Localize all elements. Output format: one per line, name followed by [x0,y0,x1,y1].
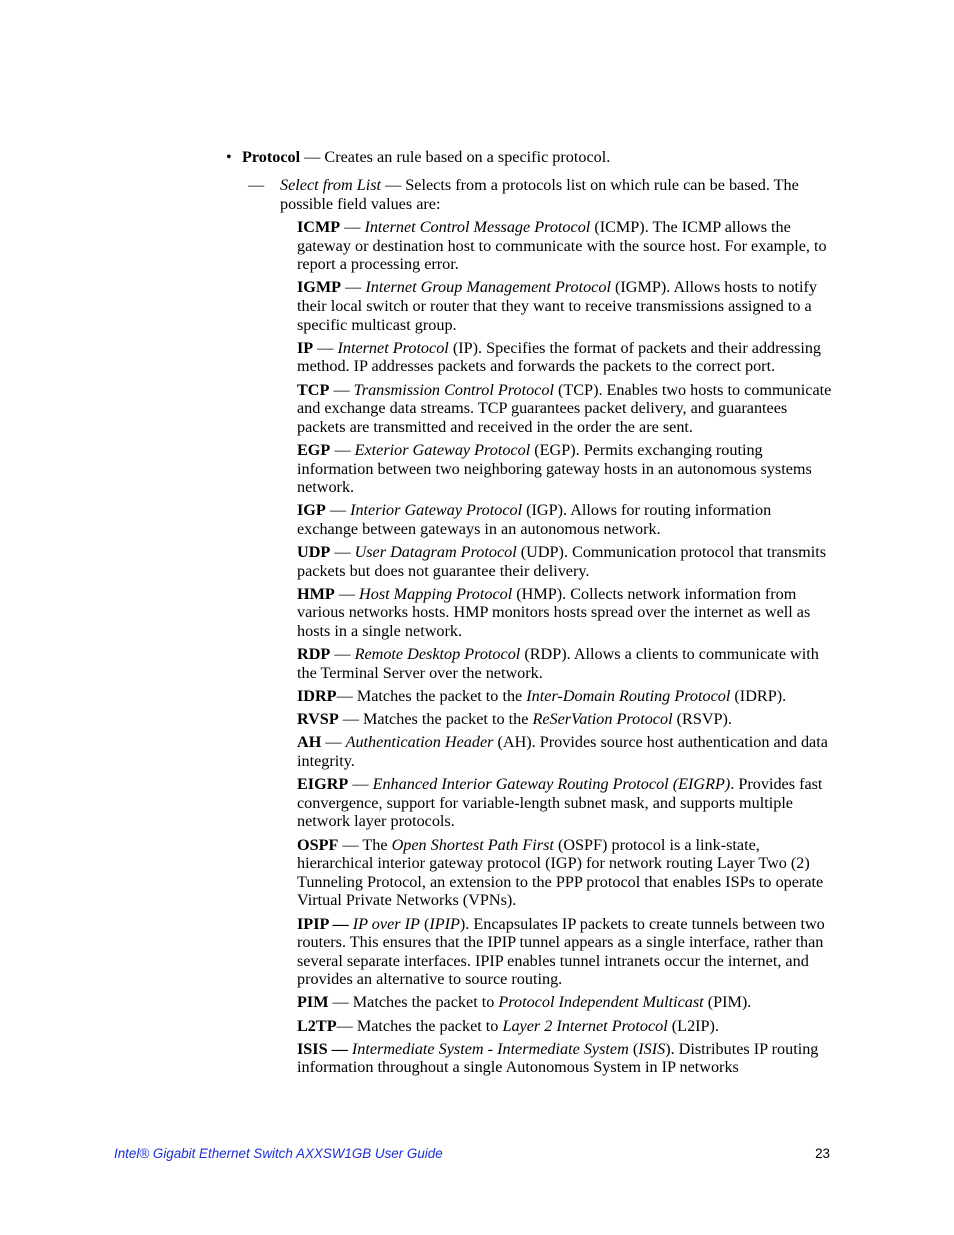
protocol-entry-name: EIGRP [297,775,349,794]
protocol-entry-name: IPIP — [297,914,349,933]
protocol-entry-separator: — The [338,835,392,854]
protocol-entry-description: (L2IP). [667,1016,719,1035]
footer-guide-title: Intel® Gigabit Ethernet Switch AXXSW1GB User Guide [114,1146,443,1161]
protocol-entry-separator: — [329,380,354,399]
protocol-entry-fullname: Internet Group Management Protocol [365,278,611,297]
protocol-entry [297,993,832,1012]
protocol-entry [297,915,832,989]
select-from-list-term: Select from List [280,176,382,194]
protocol-values-list [297,218,832,1082]
protocol-entry [297,1017,832,1036]
protocol-entry-fullname: Internet Control Message Protocol [364,218,591,236]
protocol-entry-description: (IP). Specifies the format of packets and their addressing method. IP addresses packets and forwards the packets to the correct port. [297,338,822,376]
protocol-entry [297,278,832,334]
protocol-entry-fullname: Open Shortest Path First [391,835,554,854]
protocol-entry-separator: — [325,501,351,520]
protocol-entry-description-rest: ). Distributes IP routing information throughout a single Autonomous System in IP networks [297,1039,819,1077]
protocol-entry-description: (OSPF) protocol is a link-state, hierarchical interior gateway protocol (IGP) for network routing Layer Two (2) Tunneling Protocol, an extension to the PPP protocol that enables ISPs to operate Virtual Private Networks (VPNs). [297,835,824,910]
select-from-list-text [280,176,838,213]
protocol-entry-name: RVSP [297,710,339,729]
protocol-entry-description: (UDP). Communication protocol that transmits packets but does not guarantee their delivery. [297,543,827,580]
protocol-entry-name: IDRP [297,687,337,705]
protocol-entry-description: (PIM). [703,993,752,1012]
protocol-entry [297,339,832,376]
protocol-entry-description: (RDP). Allows a clients to communicate with the Terminal Server over the network. [297,645,819,682]
protocol-entry-fullname: User Datagram Protocol [354,543,517,562]
protocol-entry-description: (RSVP). [672,710,732,729]
protocol-entry-separator: — Matches the packet to [336,1016,503,1035]
protocol-entry-name: OSPF [297,835,339,854]
protocol-entry-description: (ICMP). The ICMP allows the gateway or destination host to communicate with the source host. For example, to report a processing error. [297,218,827,274]
protocol-entry-fullname: ReSerVation Protocol [532,710,673,729]
protocol-entry [297,501,832,538]
protocol-entry-separator: — [313,338,338,357]
protocol-entry-fullname: Internet Protocol [337,338,449,357]
protocol-entry-description: (IGMP). Allows hosts to notify their local switch or router that they want to receive transmissions assigned to a specific multicast group. [297,278,817,334]
protocol-entry-separator: — [321,733,346,752]
protocol-entry [297,218,832,274]
protocol-entry-separator: — [340,218,365,236]
protocol-entry-name: IGP [297,501,326,520]
protocol-entry-description: . Provides fast convergence, support for variable-length subnet mask, and supports multiple network layer protocols. [297,775,823,831]
protocol-entry-name: L2TP [297,1016,337,1035]
protocol-entry-fullname: Host Mapping Protocol [359,584,513,603]
protocol-entry-description: (IGP). Allows for routing information exchange between gateways in an autonomous network. [297,501,772,538]
protocol-entry-fullname: Intermediate System - Intermediate System [351,1039,629,1058]
protocol-entry [297,1040,832,1077]
protocol-entry-separator: — [330,440,355,459]
protocol-entry [297,543,832,580]
protocol-entry-separator: — [330,543,355,562]
protocol-entry-separator: — [334,584,360,603]
protocol-entry-fullname: Authentication Header [345,733,494,752]
protocol-entry-name: UDP [297,543,331,562]
protocol-entry-name: IGMP [297,278,342,297]
protocol-description: — Creates an rule based on a specific protocol. [300,148,611,166]
protocol-entry-name: HMP [297,584,335,603]
protocol-entry-fullname: Protocol Independent Multicast [498,993,704,1012]
protocol-entry-name: TCP [297,380,330,399]
select-from-list-item [248,176,838,213]
protocol-entry-fullname: Inter-Domain Routing Protocol [526,687,731,705]
protocol-entry-name: ISIS — [297,1039,348,1058]
protocol-entry-fullname: Layer 2 Internet Protocol [502,1016,668,1035]
protocol-entry [297,710,832,729]
select-from-list-description: — Selects from a protocols list on which rule can be based. The possible field values are: [280,176,799,213]
footer-page-number: 23 [815,1146,830,1161]
protocol-entry [297,836,832,910]
protocol-entry [297,733,832,770]
protocol-entry [297,441,832,497]
protocol-entry [297,645,832,682]
protocol-entry-fullname: Transmission Control Protocol [353,380,554,399]
protocol-entry-abbrev: ISIS [638,1039,666,1058]
protocol-entry-name: EGP [297,440,331,459]
protocol-entry-name: PIM [297,993,329,1012]
protocol-entry-description: ( [419,914,430,933]
protocol-entry-fullname: Interior Gateway Protocol [350,501,523,520]
protocol-entry-separator: — [330,645,355,664]
protocol-entry-separator: — Matches the packet to the [338,710,533,729]
protocol-entry [297,585,832,641]
protocol-bullet [226,148,836,167]
protocol-entry-name: ICMP [297,218,341,236]
protocol-entry-separator: — [348,775,373,794]
protocol-entry-fullname: IP over IP [352,914,420,933]
protocol-entry-separator: — Matches the packet to the [336,687,527,705]
dash-marker: — [248,176,265,194]
protocol-entry-name: IP [297,338,314,357]
protocol-entry-description-rest: ). Encapsulates IP packets to create tunnels between two routers. This ensures that the IPIP tunnel appears as a single interface, rather than several separate interfaces. IPIP enables tunnel intranets occur the internet, and provides an alternative to source routing. [297,914,825,989]
protocol-entry-description: (HMP). Collects network information from various networks hosts. HMP monitors hosts spread over the internet as well as hosts in a single network. [297,584,811,641]
protocol-entry-fullname: Enhanced Interior Gateway Routing Protocol (EIGRP) [372,775,731,794]
protocol-entry-separator: — [341,278,366,297]
protocol-entry [297,381,832,437]
protocol-entry-separator: — Matches the packet to [328,993,499,1012]
protocol-entry [297,687,832,706]
protocol-term: Protocol [242,148,301,166]
bullet-icon: • [226,148,232,166]
protocol-entry-description: ( [628,1039,639,1058]
protocol-entry-abbrev: IPIP [429,914,460,933]
protocol-entry-name: AH [297,733,322,752]
protocol-entry-fullname: Remote Desktop Protocol [354,645,521,664]
protocol-entry-name: RDP [297,645,331,664]
protocol-entry-description: (EGP). Permits exchanging routing information between two neighboring gateway hosts in an autonomous systems network. [297,440,812,497]
protocol-entry-fullname: Exterior Gateway Protocol [354,440,531,459]
protocol-entry-description: (TCP). Enables two hosts to communicate and exchange data streams. TCP guarantees packet delivery, and guarantees packets are transmitted and received in the order the are sent. [297,380,832,436]
protocol-entry [297,775,832,831]
protocol-entry-description: (AH). Provides source host authentication and data integrity. [297,733,828,770]
protocol-entry-description: (IDRP). [730,687,787,705]
